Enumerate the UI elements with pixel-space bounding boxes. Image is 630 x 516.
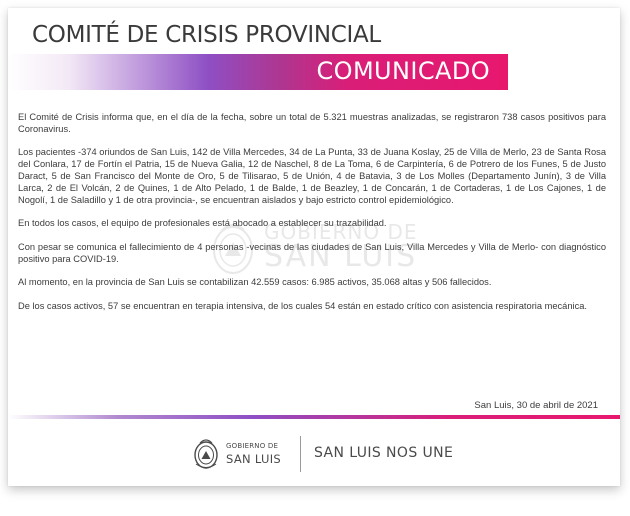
logo-text-small: GOBIERNO DE xyxy=(226,442,279,450)
slogan: SAN LUIS NOS UNE xyxy=(314,445,454,461)
provincial-seal-icon xyxy=(192,438,220,470)
footer xyxy=(8,422,620,486)
paragraph-traceability: En todos los casos, el equipo de profesionales está abocado a establecer su trazabilidad. xyxy=(18,218,387,229)
logo-text-big: SAN LUIS xyxy=(226,452,281,466)
paragraph-intensive-care: De los casos activos, 57 se encuentran en terapia intensiva, de los cuales 54 están en estado crítico con asistencia respiratoria mecánica. xyxy=(18,300,587,311)
header-banner xyxy=(8,54,508,90)
press-release-card xyxy=(8,8,620,486)
watermark-line1: GOBIERNO DE xyxy=(264,220,418,244)
paragraph-totals: Al momento, en la provincia de San Luis se contabilizan 42.559 casos: 6.985 activos, 35.068 altas y 506 fallecidos. xyxy=(18,277,492,288)
paragraph-patients: Los pacientes -374 oriundos de San Luis, 142 de Villa Mercedes, 34 de La Punta, 33 de Juana Koslay, 25 de Villa de Merlo, 23 de Santa Rosa del Conlara, 17 de Fortín el Patria, 15 de Nueva Galia, 12 de Naschel, 8 de La Toma, 6 de Carpintería, 6 de Potrero de los Funes, 5 de Justo Daract, 5 de San Francisco del Monte de Oro, 5 de Tilisarao, 5 de Unión, 4 de Batavia, 3 de Los Molles (Departamento Junín), 3 de Villa Larca, 2 de El Volcán, 2 de Quines, 1 de Alto Pelado, 1 de Balde, 1 de Beazley, 1 de Concarán, 1 de Cortaderas, 1 de Los Cajones, 1 de Nogolí, 1 de Saladillo y 1 de otra provincia-, se encuentran aislados y bajo estricto control epidemiológico. xyxy=(18,147,606,205)
paragraph-summary: El Comité de Crisis informa que, en el día de la fecha, sobre un total de 5.321 muestras analizadas, se registraron 738 casos positivos para Coronavirus. xyxy=(18,112,606,134)
footer-vertical-divider xyxy=(300,436,301,472)
watermark-line2: SAN LUIS xyxy=(264,239,418,274)
paragraph-deaths: Con pesar se comunica el fallecimiento de 4 personas -vecinas de las ciudades de San Luis, Villa Mercedes y Villa de Merlo- con diagnóstico positivo para COVID-19. xyxy=(18,241,606,264)
date-line: San Luis, 30 de abril de 2021 xyxy=(474,400,598,411)
footer-divider-bar xyxy=(8,415,620,419)
statement-body xyxy=(18,112,606,324)
header-label: COMUNICADO xyxy=(316,57,490,85)
header-title: COMITÉ DE CRISIS PROVINCIAL xyxy=(32,22,381,48)
